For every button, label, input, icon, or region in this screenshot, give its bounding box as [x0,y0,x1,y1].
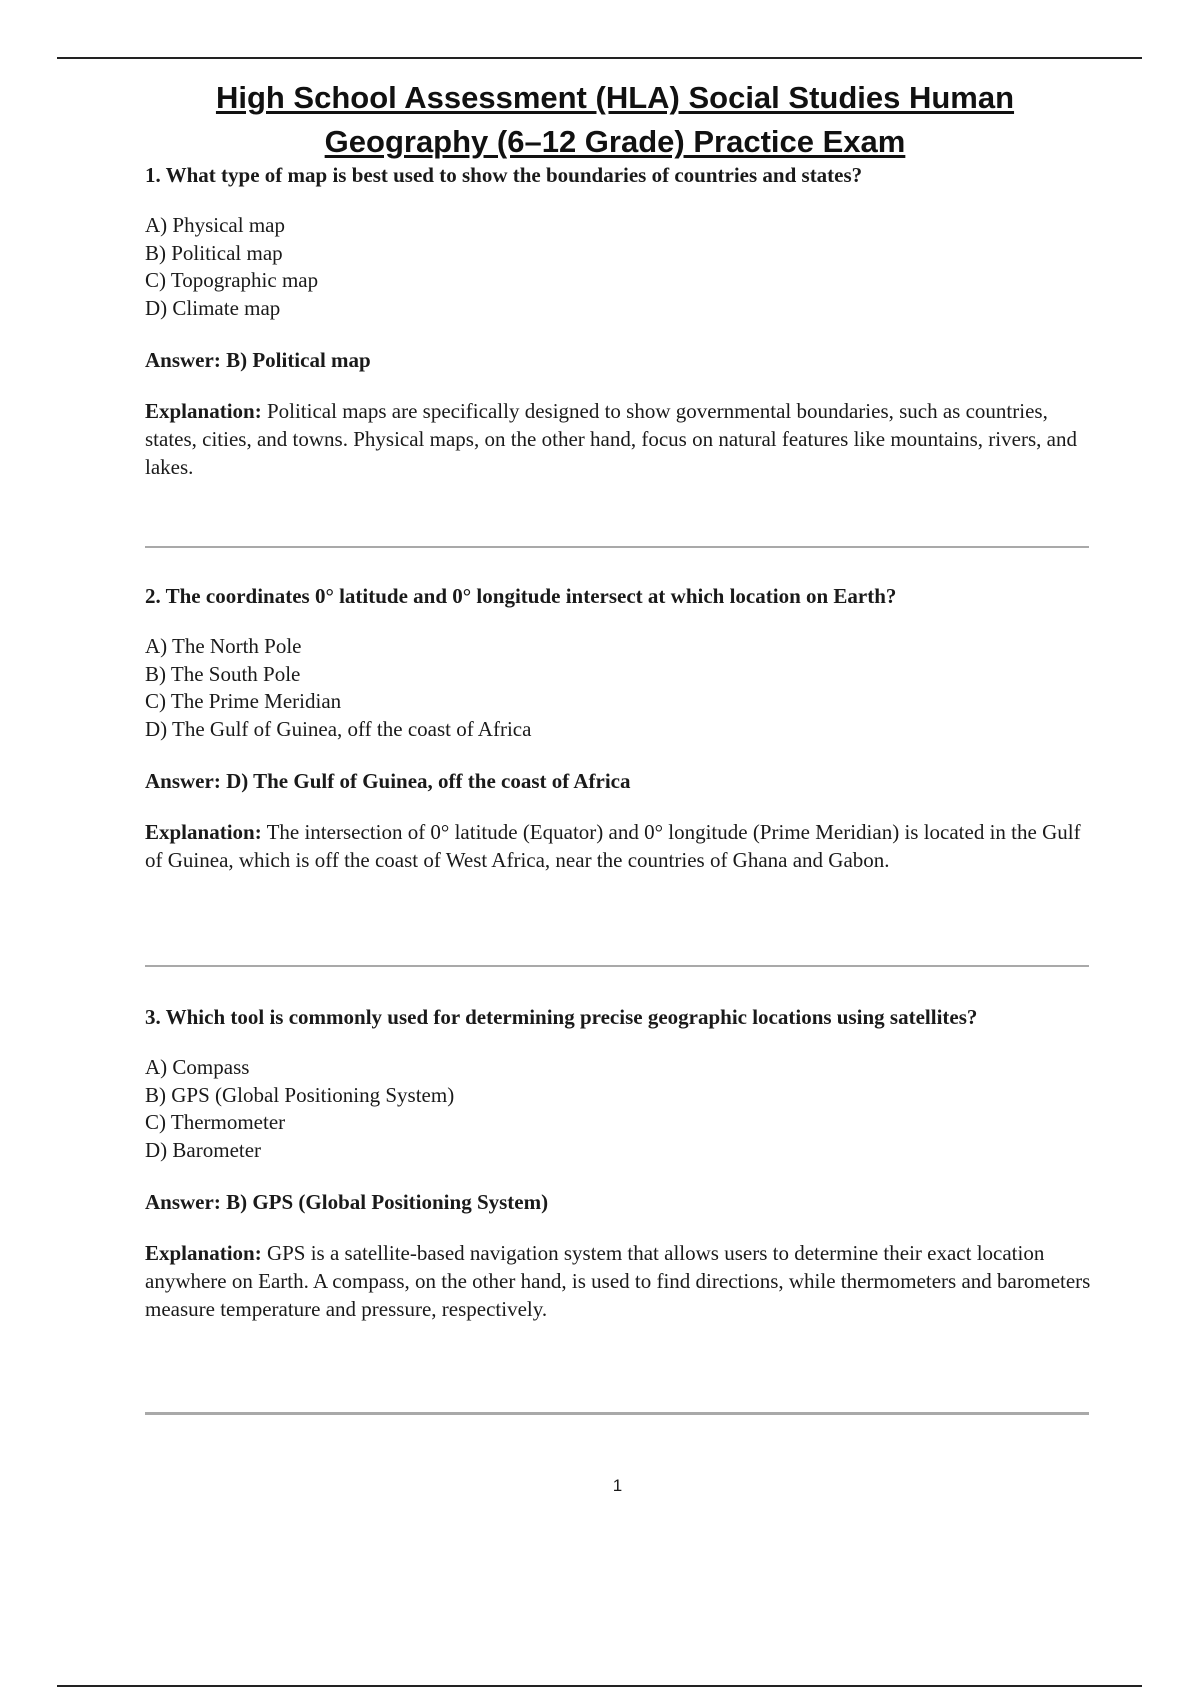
explanation-label: Explanation: [145,399,262,423]
option-d: D) Barometer [145,1137,262,1162]
option-a: A) The North Pole [145,634,302,658]
option-a: A) Compass [145,1055,250,1079]
question-divider [145,546,1089,548]
title-line-2: Geography (6–12 Grade) Practice Exam [324,124,906,159]
option-b: B) GPS (Global Positioning System) [145,1082,455,1107]
question-block-1 [145,162,1095,481]
explanation-label: Explanation: [145,820,262,844]
header-rule [57,57,1142,59]
option-c: C) Topographic map [145,268,319,292]
question-block-3 [145,1004,1095,1323]
explanation [145,1239,1095,1323]
answer-line: Answer: B) GPS (Global Positioning System) [145,1190,549,1214]
option-c: C) The Prime Meridian [145,689,342,713]
question-divider [145,1412,1089,1415]
question-divider [145,965,1089,967]
footer-rule [57,1685,1142,1687]
option-b: B) The South Pole [145,661,301,686]
options-list [145,633,1095,743]
question-text: 2. The coordinates 0° latitude and 0° longitude intersect at which location on Earth? [145,584,897,608]
document-title [140,76,1090,164]
question-text: 3. Which tool is commonly used for determining precise geographic locations using satellites? [145,1005,978,1029]
option-b: B) Political map [145,240,283,265]
explanation-text: GPS is a satellite-based navigation system that allows users to determine their exact location anywhere on Earth. A compass, on the other hand, is used to find directions, while thermometers and barometers measure temperature and pressure, respectively. [145,1241,1091,1321]
question-block-2 [145,583,1095,874]
option-d: D) The Gulf of Guinea, off the coast of Africa [145,716,532,741]
options-list [145,212,1095,322]
answer-line: Answer: B) Political map [145,348,371,372]
options-list [145,1054,1095,1164]
question-text: 1. What type of map is best used to show the boundaries of countries and states? [145,163,863,187]
explanation [145,818,1095,874]
explanation-text: Political maps are specifically designed to show governmental boundaries, such as countries, states, cities, and towns. Physical maps, on the other hand, focus on natural features like mountains, rivers, and lakes. [145,399,1077,479]
page-number: 1 [612,1476,623,1495]
explanation-text: The intersection of 0° latitude (Equator) and 0° longitude (Prime Meridian) is located in the Gulf of Guinea, which is off the coast of West Africa, near the countries of Ghana and Gabon. [145,820,1081,872]
title-line-1: High School Assessment (HLA) Social Studies Human [215,80,1015,115]
explanation [145,397,1095,481]
option-c: C) Thermometer [145,1110,286,1134]
option-a: A) Physical map [145,213,285,237]
answer-line: Answer: D) The Gulf of Guinea, off the coast of Africa [145,769,631,793]
option-d: D) Climate map [145,295,281,320]
explanation-label: Explanation: [145,1241,262,1265]
